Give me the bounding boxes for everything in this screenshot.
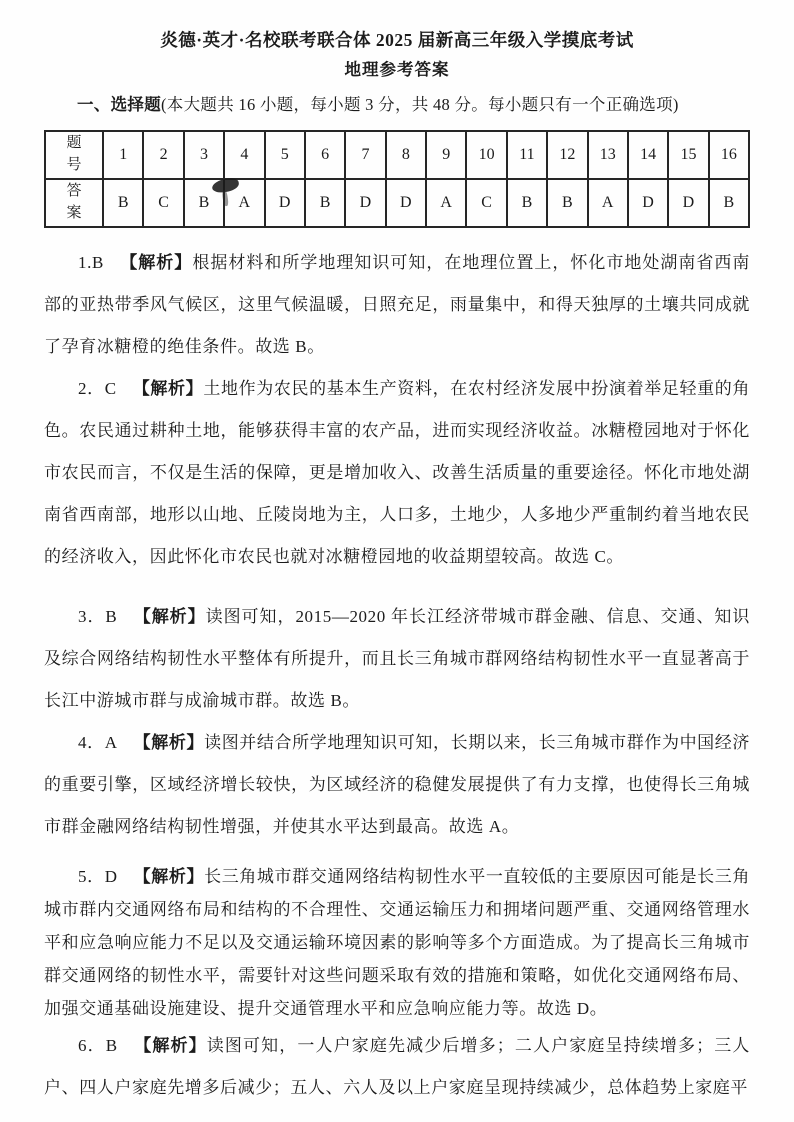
section-heading-note: (本大题共 16 小题，每小题 3 分，共 48 分。每小题只有一个正确选项) — [161, 95, 679, 114]
explanation-number: 5．D — [78, 867, 118, 886]
answer-cell: D — [668, 179, 708, 227]
question-number-cell: 16 — [709, 131, 749, 179]
question-number-cell: 10 — [466, 131, 506, 179]
row-label: 题号 — [66, 135, 82, 173]
analysis-tag: 【解析】 — [132, 379, 204, 398]
answer-cell: A — [588, 179, 628, 227]
answer-key-table — [44, 130, 750, 228]
section-heading-label: 一、选择题 — [77, 95, 161, 114]
question-number-row — [45, 131, 749, 179]
explanation-text: 长三角城市群交通网络结构韧性水平一直较低的主要原因可能是长三角城市群内交通网络布局和结构的不合理性、交通运输压力和拥堵问题严重、交通网络管理水平和应急响应能力不足以及交通运输环境因素的影响等多个方面造成。为了提高长三角城市群交通网络的韧性水平，需要针对这些问题采取有效的措施和策略，如优化交通网络布局、加强交通基础设施建设、提升交通管理水平和应急响应能力等。故选 D。 — [44, 867, 751, 1018]
analysis-tag: 【解析】 — [133, 867, 205, 886]
question-number-cell: 7 — [345, 131, 385, 179]
question-number-cell: 4 — [224, 131, 264, 179]
row-label-cell — [45, 179, 103, 227]
question-number-cell: 1 — [103, 131, 143, 179]
question-number-cell: 14 — [628, 131, 668, 179]
explanation-item — [44, 368, 750, 578]
explanation-number: 2．C — [78, 379, 117, 398]
explanation-text: 土地作为农民的基本生产资料，在农村经济发展中扮演着举足轻重的角色。农民通过耕种土地，能够获得丰富的农产品，进而实现经济收益。冰糖橙园地对于怀化市农民而言，不仅是生活的保障，更是增加收入、改善生活质量的重要途径。怀化市地处湖南省西南部，地形以山地、丘陵岗地为主，人口多，土地少，人多地少严重制约着当地农民的经济收入，因此怀化市农民也就对冰糖橙园地的收益期望较高。故选 C。 — [44, 379, 751, 566]
answer-cell: D — [628, 179, 668, 227]
question-number-cell: 9 — [426, 131, 466, 179]
document-title: 炎德·英才·名校联考联合体 2025 届新高三年级入学摸底考试 — [160, 30, 634, 50]
answer-cell: B — [184, 179, 224, 227]
explanation-number: 6．B — [78, 1036, 118, 1055]
question-number-cell: 5 — [265, 131, 305, 179]
explanation-text: 根据材料和所学地理知识可知，在地理位置上，怀化市地处湖南省西南部的亚热带季风气候区，这里气候温暖，日照充足，雨量集中，和得天独厚的土壤共同成就了孕育冰糖橙的绝佳条件。故选 B。 — [44, 253, 750, 356]
section-heading — [44, 94, 750, 116]
analysis-tag: 【解析】 — [133, 1036, 207, 1055]
analysis-tag: 【解析】 — [119, 253, 193, 272]
explanations-list — [44, 242, 750, 1109]
answer-cell: A — [224, 179, 264, 227]
explanation-item — [44, 1025, 750, 1109]
document-subtitle: 地理参考答案 — [344, 60, 450, 79]
answer-cell: B — [547, 179, 587, 227]
answer-cell: B — [709, 179, 749, 227]
answer-cell: C — [143, 179, 183, 227]
row-label-cell — [45, 131, 103, 179]
question-number-cell: 2 — [143, 131, 183, 179]
row-label: 答案 — [66, 183, 82, 221]
explanation-text: 读图可知，一人户家庭先减少后增多；二人户家庭呈持续增多；三人户、四人户家庭先增多后减少；五人、六人及以上户家庭呈现持续减少，总体趋势上家庭平 — [44, 1036, 751, 1097]
explanation-text: 读图可知，2015—2020 年长江经济带城市群金融、信息、交通、知识及综合网络结构韧性水平整体有所提升，而且长三角城市群网络结构韧性水平一直显著高于长江中游城市群与成渝城市群。故选 B。 — [44, 607, 751, 710]
answer-cell: B — [507, 179, 547, 227]
explanation-number: 1.B — [78, 253, 104, 272]
answer-cell: D — [386, 179, 426, 227]
answer-cell: B — [103, 179, 143, 227]
question-number-cell: 3 — [184, 131, 224, 179]
explanation-item — [44, 860, 750, 1025]
question-number-cell: 8 — [386, 131, 426, 179]
question-number-cell: 13 — [588, 131, 628, 179]
answer-cell: D — [345, 179, 385, 227]
analysis-tag: 【解析】 — [133, 733, 205, 752]
explanation-item — [44, 596, 750, 722]
question-number-cell: 15 — [668, 131, 708, 179]
analysis-tag: 【解析】 — [133, 607, 206, 626]
answer-cell: C — [466, 179, 506, 227]
explanation-item — [44, 242, 750, 368]
explanation-text: 读图并结合所学地理知识可知，长期以来，长三角城市群作为中国经济的重要引擎，区域经济增长较快，为区域经济的稳健发展提供了有力支撑，也使得长三角城市群金融网络结构韧性增强，并使其水平达到最高。故选 A。 — [44, 733, 751, 836]
explanation-item — [44, 722, 750, 848]
explanation-number: 3．B — [78, 607, 118, 626]
answer-cell: B — [305, 179, 345, 227]
question-number-cell: 12 — [547, 131, 587, 179]
answer-cell: D — [265, 179, 305, 227]
answer-cell: A — [426, 179, 466, 227]
explanation-number: 4．A — [78, 733, 118, 752]
question-number-cell: 6 — [305, 131, 345, 179]
question-number-cell: 11 — [507, 131, 547, 179]
answer-row — [45, 179, 749, 227]
